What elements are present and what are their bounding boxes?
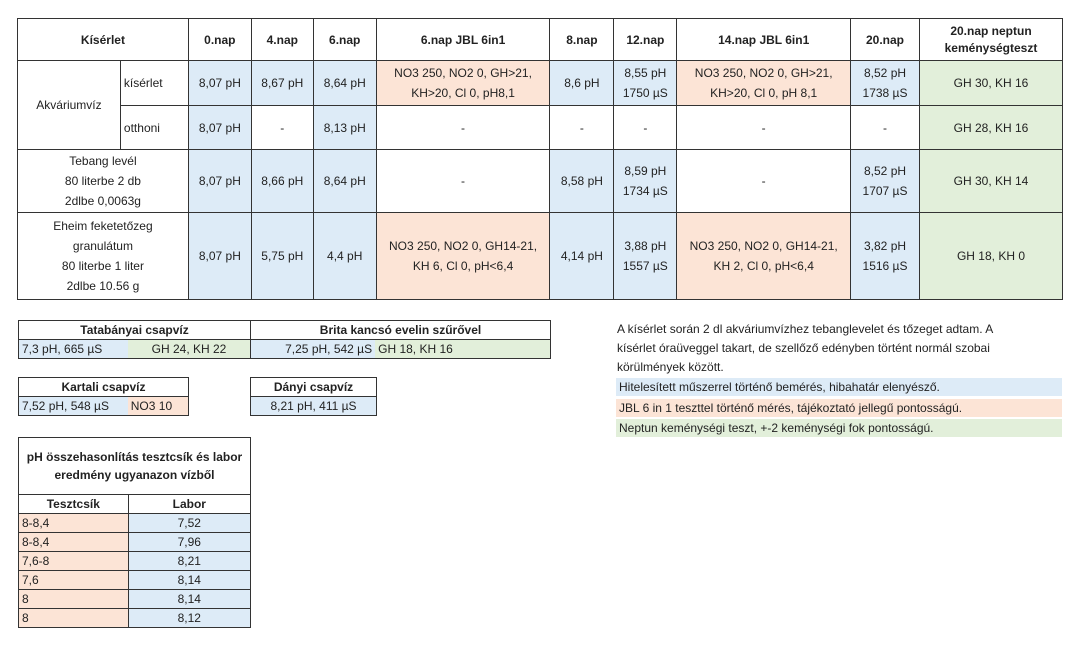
danyi-table xyxy=(250,377,377,416)
ph-lab-value: 7,52 xyxy=(128,514,250,533)
brita-hardness: GH 18, KH 16 xyxy=(375,340,550,359)
legend-orange: JBL 6 in 1 teszttel történő mérés, tájékoztató jellegű pontosságú. xyxy=(616,399,1062,417)
group-label: Tebang levél 80 literbe 2 db 2dlbe 0,0063g xyxy=(18,150,189,213)
cell: 8,52 pH 1738 µS xyxy=(851,61,920,106)
cell: NO3 250, NO2 0, GH>21, KH>20, Cl 0, pH 8,1 xyxy=(677,61,851,106)
cell: 8,6 pH xyxy=(550,61,614,106)
table-row xyxy=(18,150,1063,213)
ph-test-value: 8-8,4 xyxy=(19,533,129,552)
header-kiserlet: Kísérlet xyxy=(18,19,189,61)
ph-test-value: 8 xyxy=(19,590,129,609)
ph-col-test: Tesztcsík xyxy=(19,495,129,514)
sub-label: otthoni xyxy=(120,106,188,150)
cell: - xyxy=(376,106,550,150)
header-day12: 12.nap xyxy=(614,19,677,61)
brita-ph: 7,25 pH, 542 µS xyxy=(251,340,376,359)
cell: - xyxy=(251,106,313,150)
notes-text: A kísérlet során 2 dl akváriumvízhez tebanglevelet és tőzeget adtam. A kísérlet óraüveggel takart, de szellőző edényben történt normál szobai körülmények között. xyxy=(617,322,994,374)
cell: 8,07 pH xyxy=(188,213,251,300)
cell: 8,07 pH xyxy=(188,106,251,150)
cell: NO3 250, NO2 0, GH14-21, KH 6, Cl 0, pH<6,4 xyxy=(376,213,550,300)
main-results-table xyxy=(17,18,1063,300)
header-day20: 20.nap xyxy=(851,19,920,61)
ph-lab-value: 8,12 xyxy=(128,609,250,628)
table-row xyxy=(19,552,251,571)
header-day8: 8.nap xyxy=(550,19,614,61)
cell: GH 28, KH 16 xyxy=(919,106,1062,150)
cell: 8,58 pH xyxy=(550,150,614,213)
cell: - xyxy=(677,106,851,150)
cell: 8,64 pH xyxy=(313,150,376,213)
table-row xyxy=(19,514,251,533)
cell: 8,07 pH xyxy=(188,150,251,213)
tatabanya-table xyxy=(18,320,251,359)
ph-lab-value: 8,21 xyxy=(128,552,250,571)
header-day0: 0.nap xyxy=(188,19,251,61)
table-row xyxy=(18,61,1063,106)
brita-title: Brita kancsó evelin szűrővel xyxy=(251,321,551,340)
ph-test-value: 8 xyxy=(19,609,129,628)
cell: 8,59 pH 1734 µS xyxy=(614,150,677,213)
cell: - xyxy=(376,150,550,213)
kartali-title: Kartali csapvíz xyxy=(19,378,189,397)
header-day20-neptun: 20.nap neptun keménységteszt xyxy=(919,19,1062,61)
tatabanya-title: Tatabányai csapvíz xyxy=(19,321,251,340)
brita-table xyxy=(250,320,551,359)
table-row xyxy=(18,213,1063,300)
cell: 4,14 pH xyxy=(550,213,614,300)
cell: 8,07 pH xyxy=(188,61,251,106)
kartali-no3: NO3 10 xyxy=(128,397,189,416)
danyi-ph: 8,21 pH, 411 µS xyxy=(251,397,377,416)
ph-lab-value: 8,14 xyxy=(128,590,250,609)
cell: 8,67 pH xyxy=(251,61,313,106)
ph-col-lab: Labor xyxy=(128,495,250,514)
cell: 8,55 pH 1750 µS xyxy=(614,61,677,106)
ph-comparison-table xyxy=(18,437,251,628)
ph-compare-title: pH összehasonlítás tesztcsík és labor eredmény ugyanazon vízből xyxy=(19,438,251,495)
ph-test-value: 8-8,4 xyxy=(19,514,129,533)
ph-lab-value: 7,96 xyxy=(128,533,250,552)
kartali-table xyxy=(18,377,189,416)
tatabanya-ph: 7,3 pH, 665 µS xyxy=(19,340,129,359)
legend-blue: Hitelesített műszerrel történő bemérés, hibahatár elenyésző. xyxy=(616,378,1062,396)
ph-test-value: 7,6-8 xyxy=(19,552,129,571)
cell: - xyxy=(677,150,851,213)
table-row xyxy=(19,590,251,609)
header-day4: 4.nap xyxy=(251,19,313,61)
cell: 8,66 pH xyxy=(251,150,313,213)
cell: 3,88 pH 1557 µS xyxy=(614,213,677,300)
header-day6: 6.nap xyxy=(313,19,376,61)
cell: 8,13 pH xyxy=(313,106,376,150)
cell: NO3 250, NO2 0, GH14-21, KH 2, Cl 0, pH<6,4 xyxy=(677,213,851,300)
header-day6-jbl: 6.nap JBL 6in1 xyxy=(376,19,550,61)
danyi-title: Dányi csapvíz xyxy=(251,378,377,397)
cell: 8,52 pH 1707 µS xyxy=(851,150,920,213)
group-label: Eheim feketetőzeg granulátum 80 literbe 1 liter 2dlbe 10.56 g xyxy=(18,213,189,300)
cell: NO3 250, NO2 0, GH>21, KH>20, Cl 0, pH8,1 xyxy=(376,61,550,106)
cell: - xyxy=(851,106,920,150)
cell: 3,82 pH 1516 µS xyxy=(851,213,920,300)
table-row xyxy=(19,533,251,552)
header-day14-jbl: 14.nap JBL 6in1 xyxy=(677,19,851,61)
table-row xyxy=(19,609,251,628)
legend-green: Neptun keménységi teszt, +-2 keménységi fok pontosságú. xyxy=(616,419,1062,437)
cell: - xyxy=(550,106,614,150)
cell: GH 30, KH 16 xyxy=(919,61,1062,106)
table-row xyxy=(19,571,251,590)
cell: 8,64 pH xyxy=(313,61,376,106)
kartali-ph: 7,52 pH, 548 µS xyxy=(19,397,128,416)
cell: 4,4 pH xyxy=(313,213,376,300)
cell: - xyxy=(614,106,677,150)
cell: GH 18, KH 0 xyxy=(919,213,1062,300)
cell: GH 30, KH 14 xyxy=(919,150,1062,213)
group-label: Akváriumvíz xyxy=(18,61,121,150)
experiment-notes xyxy=(617,320,1063,377)
header-row xyxy=(18,19,1063,61)
sub-label: kísérlet xyxy=(120,61,188,106)
table-row xyxy=(18,106,1063,150)
ph-test-value: 7,6 xyxy=(19,571,129,590)
tatabanya-hardness: GH 24, KH 22 xyxy=(128,340,250,359)
ph-lab-value: 8,14 xyxy=(128,571,250,590)
cell: 5,75 pH xyxy=(251,213,313,300)
